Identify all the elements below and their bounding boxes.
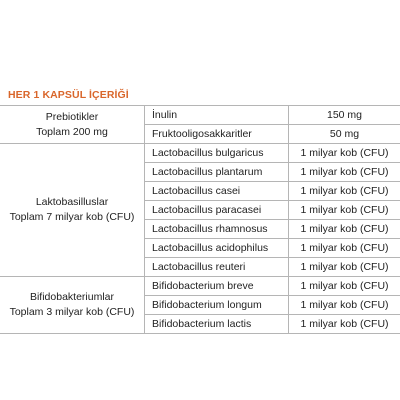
table-row <box>145 257 400 276</box>
table-row <box>145 295 400 314</box>
ingredient-name: Bifidobacterium lactis <box>145 315 289 333</box>
group-rows <box>145 277 400 333</box>
group-label-total: Toplam 7 milyar kob (CFU) <box>9 211 135 223</box>
ingredient-name: Lactobacillus rhamnosus <box>145 220 289 238</box>
ingredient-amount: 1 milyar kob (CFU) <box>300 185 389 197</box>
table-row <box>145 144 400 162</box>
group-bifidobacteria <box>0 277 400 334</box>
section-heading: HER 1 KAPSÜL İÇERİĞİ <box>8 89 129 101</box>
table-row <box>145 277 400 295</box>
group-label <box>0 144 145 276</box>
group-label-title: Prebiotikler <box>45 110 99 123</box>
table-row <box>145 124 400 143</box>
ingredient-name: Fruktooligosakkaritler <box>145 125 289 143</box>
table-row <box>145 162 400 181</box>
ingredient-name: Bifidobacterium longum <box>145 296 289 314</box>
table-row <box>145 219 400 238</box>
ingredient-amount: 1 milyar kob (CFU) <box>300 299 389 311</box>
ingredient-name: Lactobacillus reuteri <box>145 258 289 276</box>
ingredient-amount: 1 milyar kob (CFU) <box>300 242 389 254</box>
ingredient-name: Lactobacillus paracasei <box>145 201 289 219</box>
ingredient-amount: 1 milyar kob (CFU) <box>300 223 389 235</box>
group-label-title: Laktobasilluslar <box>35 196 109 208</box>
ingredient-name: Lactobacillus acidophilus <box>145 239 289 257</box>
ingredient-amount: 150 mg <box>326 109 363 121</box>
group-prebiotics <box>0 106 400 144</box>
ingredient-name: Lactobacillus casei <box>145 182 289 200</box>
group-label <box>0 106 145 143</box>
ingredient-amount: 1 milyar kob (CFU) <box>300 147 389 159</box>
group-lactobacilli <box>0 144 400 277</box>
table-row <box>145 238 400 257</box>
group-label-total: Toplam 200 mg <box>36 125 108 138</box>
ingredient-amount: 1 milyar kob (CFU) <box>300 318 389 330</box>
ingredient-amount: 1 milyar kob (CFU) <box>300 280 389 292</box>
table-row <box>145 314 400 333</box>
group-label-title: Bifidobakteriumlar <box>29 291 115 303</box>
group-rows <box>145 106 400 143</box>
ingredient-amount: 1 milyar kob (CFU) <box>300 261 389 273</box>
ingredient-name: Bifidobacterium breve <box>145 277 289 295</box>
ingredient-amount: 1 milyar kob (CFU) <box>300 166 389 178</box>
ingredient-name: Lactobacillus plantarum <box>145 163 289 181</box>
table-row <box>145 106 400 124</box>
group-rows <box>145 144 400 276</box>
ingredient-name: Lactobacillus bulgaricus <box>145 144 289 162</box>
ingredient-name: İnulin <box>145 106 289 124</box>
ingredient-amount: 50 mg <box>329 128 360 140</box>
ingredient-amount: 1 milyar kob (CFU) <box>300 204 389 216</box>
group-label <box>0 277 145 333</box>
table-row <box>145 200 400 219</box>
group-label-total: Toplam 3 milyar kob (CFU) <box>9 306 135 318</box>
table-row <box>145 181 400 200</box>
capsule-contents-table <box>0 106 400 334</box>
